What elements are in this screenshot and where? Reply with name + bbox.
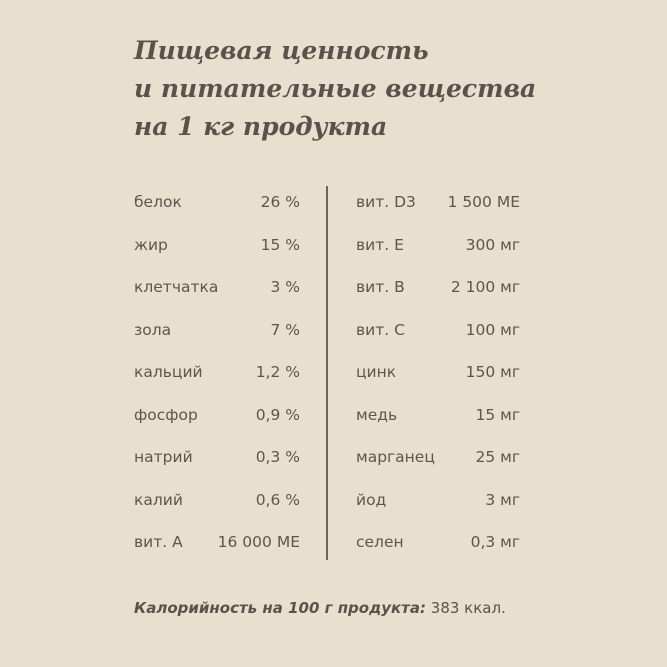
- nutrient-value: 15 %: [260, 235, 300, 254]
- nutrient-value: 0,6 %: [255, 490, 300, 509]
- nutrient-name: медь: [356, 405, 398, 424]
- nutrient-name: йод: [356, 490, 387, 509]
- nutrient-value: 1 500 МЕ: [447, 193, 520, 211]
- nutrient-name: цинк: [356, 363, 397, 381]
- nutrient-name: вит. Е: [356, 235, 404, 254]
- nutrient-row: [356, 524, 520, 567]
- nutrient-name: вит. А: [134, 533, 183, 551]
- nutrient-name: фосфор: [134, 405, 198, 424]
- nutrient-row: [356, 227, 520, 270]
- nutrient-name: белок: [134, 193, 182, 211]
- nutrient-row: [134, 184, 300, 227]
- nutrient-value: 1,2 %: [255, 363, 300, 381]
- nutrient-row: [356, 184, 520, 227]
- nutrients-right-column: [356, 184, 520, 567]
- nutrient-row: [134, 524, 300, 567]
- nutrient-value: 150 мг: [465, 363, 520, 381]
- nutrient-row: [134, 354, 300, 397]
- column-divider: [326, 186, 328, 560]
- nutrient-value: 0,3 мг: [470, 533, 520, 551]
- nutrient-name: вит. В: [356, 278, 405, 296]
- nutrient-row: [356, 312, 520, 355]
- page-title: [134, 32, 634, 146]
- nutrient-name: жир: [134, 235, 168, 254]
- nutrient-row: [356, 482, 520, 525]
- nutrient-name: зола: [134, 320, 172, 339]
- nutrient-row: [134, 227, 300, 270]
- nutrient-name: калий: [134, 490, 183, 509]
- nutrient-row: [134, 439, 300, 482]
- nutrient-row: [356, 397, 520, 440]
- nutrient-value: 15 мг: [475, 405, 520, 424]
- calorie-value: 383 ккал.: [430, 599, 506, 617]
- nutrient-value: 300 мг: [465, 235, 520, 254]
- nutrient-value: 0,3 %: [255, 448, 300, 466]
- nutrient-row: [134, 397, 300, 440]
- nutrient-value: 16 000 МЕ: [217, 533, 300, 551]
- nutrient-value: 100 мг: [465, 320, 520, 339]
- nutrient-row: [356, 439, 520, 482]
- nutrient-value: 26 %: [260, 193, 300, 211]
- nutrient-name: селен: [356, 533, 404, 551]
- nutrient-value: 25 мг: [475, 448, 520, 466]
- nutrient-name: натрий: [134, 448, 193, 466]
- nutrient-name: вит. С: [356, 320, 405, 339]
- nutrient-name: марганец: [356, 448, 435, 466]
- title-line-3: на 1 кг продукта: [134, 112, 388, 141]
- nutrient-value: 0,9 %: [255, 405, 300, 424]
- nutrient-row: [134, 482, 300, 525]
- nutrient-name: вит. D3: [356, 193, 416, 211]
- calorie-line: [134, 596, 506, 620]
- nutrient-value: 3 %: [270, 278, 300, 296]
- calorie-label: Калорийность на 100 г продукта:: [134, 599, 426, 617]
- nutrient-value: 7 %: [270, 320, 300, 339]
- nutrient-name: кальций: [134, 363, 203, 381]
- nutrient-value: 2 100 мг: [450, 278, 520, 296]
- nutrient-row: [134, 269, 300, 312]
- nutrient-value: 3 мг: [485, 490, 520, 509]
- title-line-2: и питательные вещества: [134, 74, 537, 103]
- title-line-1: Пищевая ценность: [134, 36, 429, 65]
- nutrient-row: [356, 354, 520, 397]
- nutrient-row: [134, 312, 300, 355]
- nutrients-left-column: [134, 184, 300, 567]
- nutrient-row: [356, 269, 520, 312]
- nutrient-name: клетчатка: [134, 278, 219, 296]
